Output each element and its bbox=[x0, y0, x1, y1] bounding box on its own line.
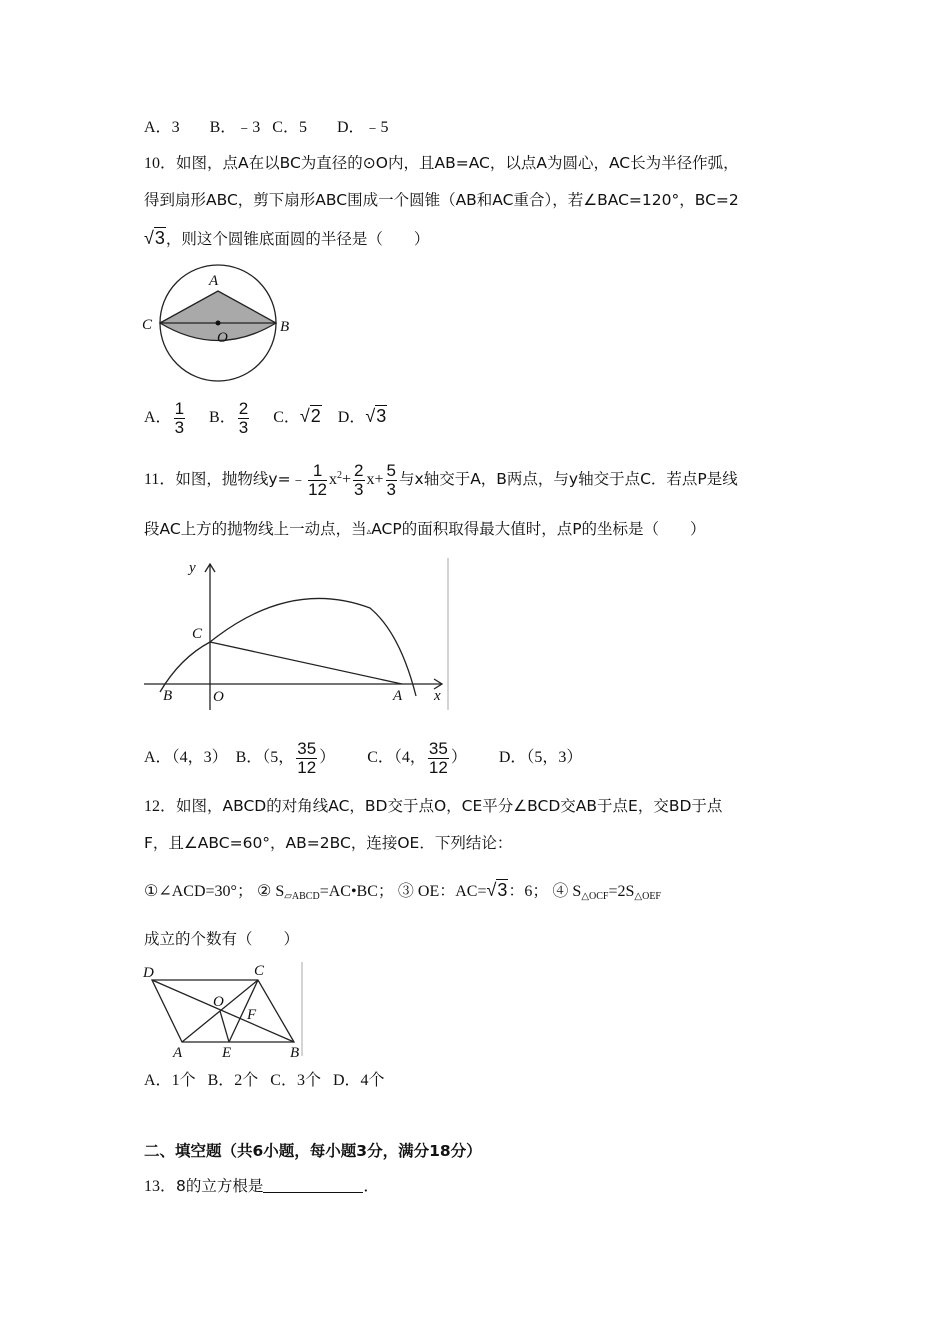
svg-text:O: O bbox=[217, 330, 228, 346]
svg-text:F: F bbox=[247, 1007, 257, 1023]
q9-option-a: A．3 bbox=[144, 119, 180, 136]
svg-text:y: y bbox=[189, 560, 196, 576]
q9-option-c: C．5 bbox=[272, 119, 307, 136]
q12-line4: 成立的个数有（ ） bbox=[144, 930, 300, 948]
q10-option-a: A． $\frac{1}{3}$ bbox=[144, 398, 185, 437]
q12-option-b: B．2个 bbox=[207, 1072, 259, 1089]
q11-options bbox=[144, 738, 582, 778]
q11-parabola-graph bbox=[140, 558, 450, 723]
svg-text:O: O bbox=[213, 689, 224, 705]
q12-line2: F，且∠ABC=60°，AB=2BC，连接OE．下列结论： bbox=[144, 834, 513, 852]
svg-text:x: x bbox=[434, 688, 441, 704]
q11-line2: 段AC上方的抛物线上一动点，当▵ACP的面积取得最大值时，点P的坐标是（ ） bbox=[144, 520, 706, 538]
svg-text:C: C bbox=[142, 317, 153, 333]
svg-text:A: A bbox=[209, 273, 219, 289]
q10-line2: 得到扇形ABC，剪下扇形ABC围成一个圆锥（AB和AC重合），若∠BAC=120°，BC=2 bbox=[144, 191, 739, 209]
q12-line1: 12．如图，ABCD的对角线AC，BD交于点O，CE平分∠BCD交AB于点E，交BD于点 bbox=[144, 797, 723, 815]
q11-option-b: B．（5， $\frac{35}{12}$ ） bbox=[235, 738, 336, 777]
q10-line1: 10．如图，点A在以BC为直径的⊙O内，且AB=AC，以点A为圆心，AC长为半径作弧， bbox=[144, 154, 739, 172]
svg-text:E: E bbox=[222, 1045, 232, 1060]
answer-blank[interactable] bbox=[263, 1176, 363, 1193]
q11-option-d: D．（5，3） bbox=[498, 749, 583, 766]
svg-text:B: B bbox=[280, 319, 290, 335]
q9-option-d: D．﹣5 bbox=[336, 119, 389, 136]
q13-line: 13．8的立方根是 ． bbox=[144, 1177, 380, 1195]
q11-option-a: A．（4，3） bbox=[144, 749, 228, 766]
q10-option-c: C．√2 bbox=[273, 406, 321, 426]
q12-options bbox=[144, 1070, 385, 1092]
q10-line3: √3，则这个圆锥底面圆的半径是（ ） bbox=[144, 228, 430, 248]
svg-text:O: O bbox=[213, 994, 224, 1010]
q10-option-d: D．√3 bbox=[337, 406, 387, 426]
q10-option-b: B． $\frac{2}{3}$ bbox=[209, 398, 249, 437]
q9-options bbox=[144, 117, 389, 139]
q12-parallelogram-figure bbox=[142, 962, 307, 1065]
svg-text:B: B bbox=[163, 688, 173, 704]
svg-text:D: D bbox=[143, 965, 154, 981]
svg-text:C: C bbox=[254, 963, 265, 979]
q12-option-c: C．3个 bbox=[270, 1072, 321, 1089]
q12-conclusions: ①∠ACD=30°； ② $S_{▱ABCD}=AC•BC$； ③ OE：AC=√3：6； ④ $S_{\triangle OCF}=2S_{\triangle OEF}$ bbox=[144, 880, 661, 902]
svg-text:A: A bbox=[173, 1045, 183, 1060]
q9-option-b: B．﹣3 bbox=[209, 119, 261, 136]
q10-options bbox=[144, 396, 387, 438]
section-heading: 二、填空题（共6小题，每小题3分，满分18分） bbox=[144, 1142, 482, 1160]
svg-text:B: B bbox=[290, 1045, 300, 1060]
q11-line1: 11．如图，抛物线y=﹣ $\frac{1}{12}$ $x^2+$ $\frac{2}{3}$ x+ $\frac{5}{3}$ 与x轴交于A，B两点，与y轴交于点C．若点P是线 bbox=[144, 460, 738, 499]
q10-circle-figure bbox=[140, 258, 310, 388]
sqrt-expression: √3 bbox=[144, 228, 165, 248]
q12-option-a: A．1个 bbox=[144, 1072, 196, 1089]
q12-option-d: D．4个 bbox=[332, 1072, 385, 1089]
q11-option-c: C．（4， $\frac{35}{12}$ ） bbox=[367, 738, 467, 777]
svg-text:C: C bbox=[192, 626, 203, 642]
svg-text:A: A bbox=[393, 688, 403, 704]
